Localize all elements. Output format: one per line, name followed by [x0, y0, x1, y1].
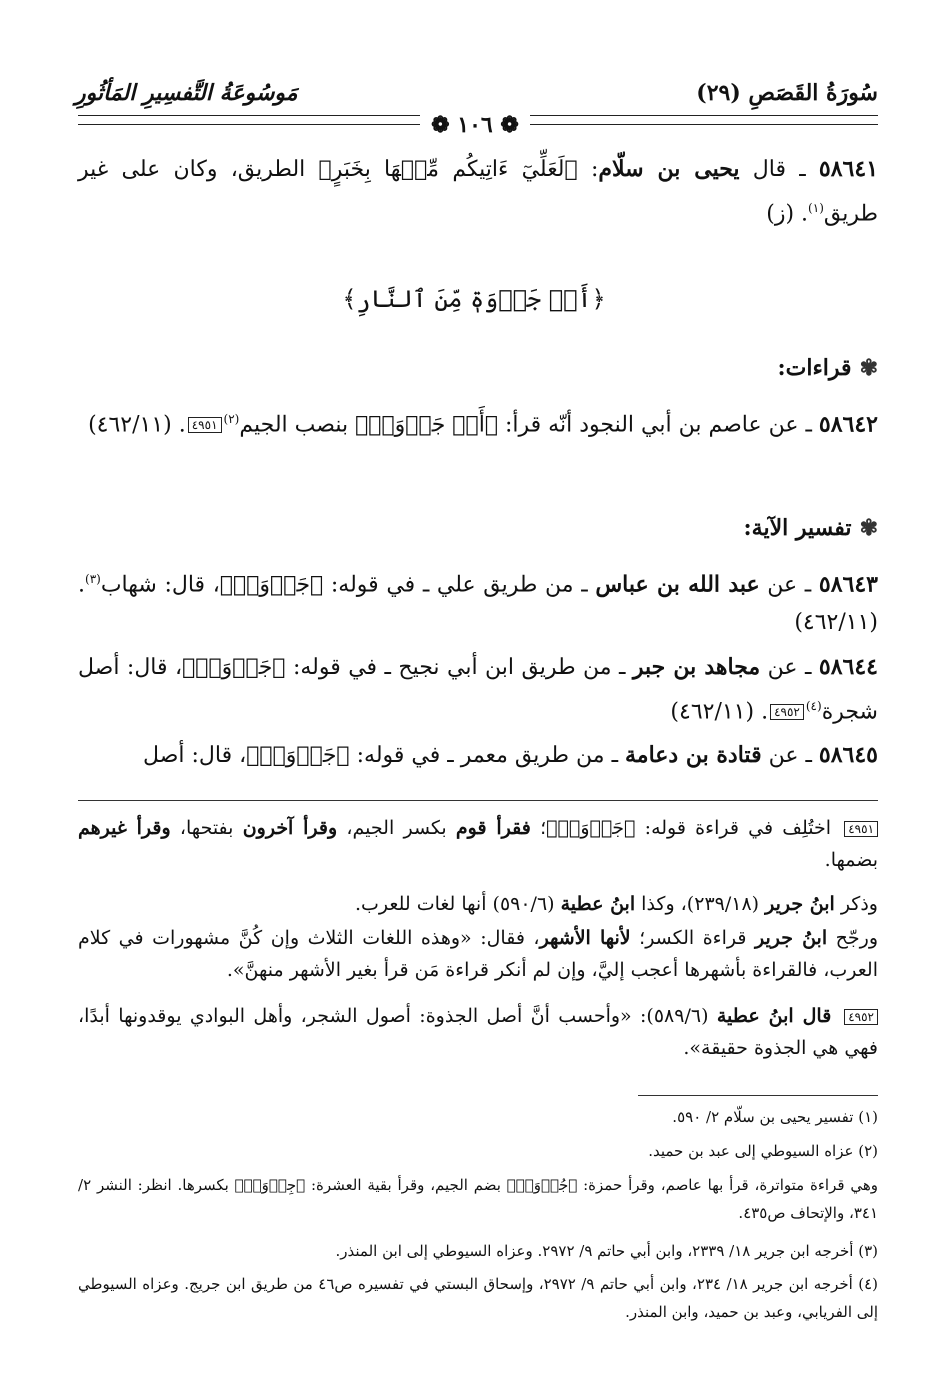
commentary-line-2: وذكر ابنُ جرير (٢٣٩/١٨)، وكذا ابنُ عطية (٥٩٠/٦) أنها لغات للعرب.	[355, 893, 878, 915]
narration-58641: ٥٨٦٤١ ـ قال يحيى بن سلّام: ﴿لَعَلِّيٓ ءَاتِيكُم مِّنۡهَا بِخَبَرٍ﴾ الطريق، وكان على غير طريق$^{(١)}$. (ز)	[78, 156, 879, 227]
narrator-name: عبد الله بن عباس	[595, 571, 760, 598]
flower-ornament-icon: ✾	[859, 515, 878, 541]
footnote-marker: (٤)	[805, 699, 822, 713]
footnote-marker: (١)	[808, 201, 824, 215]
commentary-4952: ٤٩٥٢ قال ابنُ عطية (٥٨٩/٦): «وأحسب أنَّ أصل الجذوة: أصول الشجر، وأهل البوادي يوقدونها أبدًا، فهي هي الجذوة حقيقة».	[78, 1005, 878, 1059]
narration-58644: ٥٨٦٤٤ ـ عن مجاهد بن جبر ـ من طريق ابن أبي نجيح ـ في قوله: ﴿جَذۡوَةٖ﴾، قال: أصل شجرة$^{(٤)}$٤٩٥٢. (٤٦٢/١١)	[78, 654, 878, 725]
footnote-2: (٢) عزاه السيوطي إلى عبد بن حميد.	[648, 1142, 878, 1160]
verse-heading: ﴿أَوۡ جَذۡوَةٖ مِّنَ ٱلنَّارِ﴾	[342, 285, 606, 313]
commentary-4951: ٤٩٥١ اختُلِف في قراءة قوله: ﴿جَذۡوَةٖ﴾؛ فقرأ قوم بكسر الجيم، وقرأ آخرون بفتحها، وقرأ غيرهم بضمها.	[78, 817, 878, 871]
commentary-line-3: ورجّح ابنُ جرير قراءة الكسر؛ لأنها الأشهر، فقال: «وهذه اللغات الثلاث وإن كُنَّ مشهورات في كلام العرب، فالقراءة بأشهرها أعجب إليَّ، وإن لم أنكر قراءة مَن قرأ بغير الأشهر منهنَّ».	[78, 927, 879, 981]
narration-number: ٥٨٦٤٥	[818, 742, 878, 768]
narration-number: ٥٨٦٤٣	[818, 571, 878, 598]
page-number: ❁ ١٠٦ ❁	[420, 110, 530, 140]
narration-number: ٥٨٦٤١	[818, 156, 879, 182]
flower-ornament-icon: ✾	[859, 355, 878, 381]
commentary-ref-box: ٤٩٥٢	[770, 704, 804, 720]
footnote-4: (٤) أخرجه ابن جرير ١٨/ ٢٣٤، وابن أبي حاتم ٩/ ٢٩٧٢، وإسحاق البستي في تفسيره ص٤٦ من طريق ابن جريج. وعزاه السيوطي إلى الفريابي، وعبد بن حميد، وابن المنذر.	[78, 1275, 879, 1321]
commentary-separator	[78, 800, 878, 801]
narrator-name: مجاهد بن جبر	[632, 654, 761, 680]
narrator-name: يحيى بن سلّام	[598, 156, 740, 182]
footnote-2-continued: وهي قراءة متواترة، قرأ بها عاصم، وقرأ حمزة: ﴿جُذۡوَةٖ﴾ بضم الجيم، وقرأ بقية العشرة: ﴿جِذۡوَةٖ﴾ بكسرها. انظر: النشر ٢/ ٣٤١، والإتحاف ص٤٣٥.	[78, 1176, 878, 1222]
section-heading-tafsir: ✾تفسير الآية:	[743, 515, 878, 541]
commentary-ref-box: ٤٩٥١	[844, 821, 878, 837]
narration-number: ٥٨٦٤٤	[818, 654, 878, 680]
narration-number: ٥٨٦٤٢	[818, 411, 878, 438]
footnote-3: (٣) أخرجه ابن جرير ١٨/ ٢٣٣٩، وابن أبي حاتم ٩/ ٢٩٧٢. وعزاه السيوطي إلى ابن المنذر.	[335, 1242, 878, 1260]
section-heading-qiraat: ✾قراءات:	[777, 355, 878, 381]
commentary-ref-box: ٤٩٥٢	[844, 1009, 878, 1025]
narration-58645: ٥٨٦٤٥ ـ عن قتادة بن دعامة ـ من طريق معمر ـ في قوله: ﴿جَذۡوَةٖ﴾، قال: أصل	[143, 742, 878, 768]
book-title: مَوسُوعَةُ التَّفسِيرِ المَأثُورِ	[75, 80, 298, 106]
narration-58643: ٥٨٦٤٣ ـ عن عبد الله بن عباس ـ من طريق علي ـ في قوله: ﴿جَذۡوَةٖ﴾، قال: شهاب$^{(٣)}$. (٤٦٢/١١)	[78, 571, 878, 636]
footnote-1: (١) تفسير يحيى بن سلّام ٢/ ٥٩٠.	[672, 1108, 878, 1126]
surah-title: سُورَةُ القَصَصِ (٢٩)	[696, 80, 878, 106]
commentary-ref-box: ٤٩٥١	[188, 417, 222, 433]
narration-58642: ٥٨٦٤٢ ـ عن عاصم بن أبي النجود أنّه قرأ: ﴿أَوۡ جَذۡوَةٖ﴾ بنصب الجيم$^{(٢)}$٤٩٥١. (٤٦٢/١١)	[88, 411, 878, 438]
footnote-marker: (٣)	[85, 572, 101, 586]
footnote-marker: (٢)	[223, 412, 240, 426]
narrator-name: قتادة بن دعامة	[625, 742, 762, 768]
footnote-separator	[638, 1095, 878, 1096]
